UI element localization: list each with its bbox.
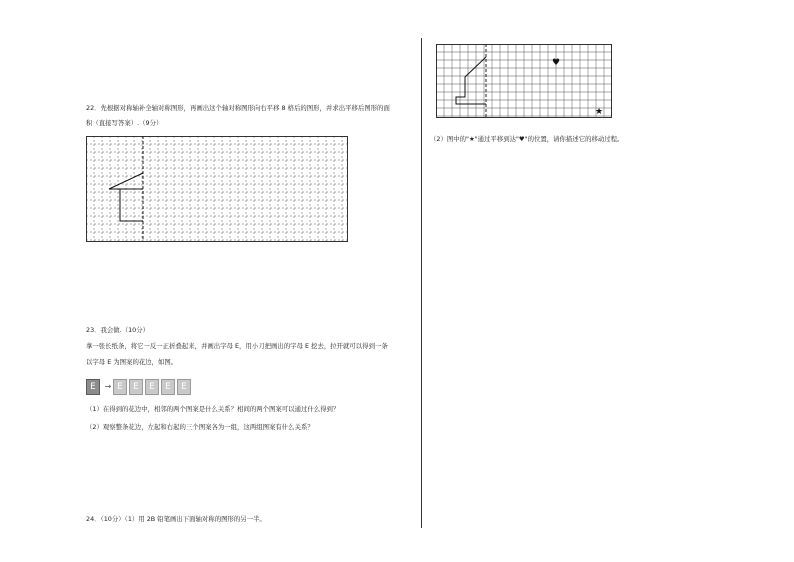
q23-title: 23．我会做.（10分） [86, 326, 150, 334]
q23-sub1: （1）在得到的花边中，相邻的两个图案是什么关系？相间的两个图案可以通过什么得到？ [86, 405, 340, 413]
half-shape [456, 57, 486, 104]
e-pattern-strip [86, 379, 196, 397]
heart-icon: ♥ [551, 58, 561, 68]
q23-intro-line2: 以字母 E 为图案的花边，如图。 [86, 358, 178, 366]
strip-cell-3: E [129, 379, 143, 395]
q23-intro-line1: 拿一张长纸条，将它一反一正折叠起来，并画出字母 E，用小刀把画出的字母 E 挖去，拉开就可以得到一条 [86, 342, 388, 350]
q24-grid-figure [436, 44, 612, 118]
star-icon: ★ [594, 107, 604, 117]
q22-text-line2: 积（直接写答案）.（9分） [86, 119, 163, 127]
strip-cell-2: E [113, 379, 127, 395]
strip-cell-6: E [177, 379, 191, 395]
half-shape [109, 173, 143, 189]
column-divider [421, 38, 422, 528]
q24-sub2: （2）图中的"★"通过平移到达"♥"的位置，请你描述它的移动过程。 [430, 135, 624, 143]
strip-arrow: → [104, 382, 112, 391]
strip-cell-5: E [161, 379, 175, 395]
strip-cell-1: E [86, 379, 100, 395]
q22-grid-figure [86, 136, 348, 242]
strip-cell-4: E [145, 379, 159, 395]
q24-text: 24．（10分）（1）用 2B 铅笔画出下面轴对称的图形的另一半。 [86, 515, 266, 523]
q23-sub2: （2）观察整条花边，左起和右起的三个图案各为一组，这两组图案有什么关系？ [86, 423, 314, 431]
q22-text-line1: 22．先根据对称轴补全轴对称图形，再画出这个轴对称图形向右平移 8 格后的图形，并求出平移后图形的面 [86, 104, 390, 112]
